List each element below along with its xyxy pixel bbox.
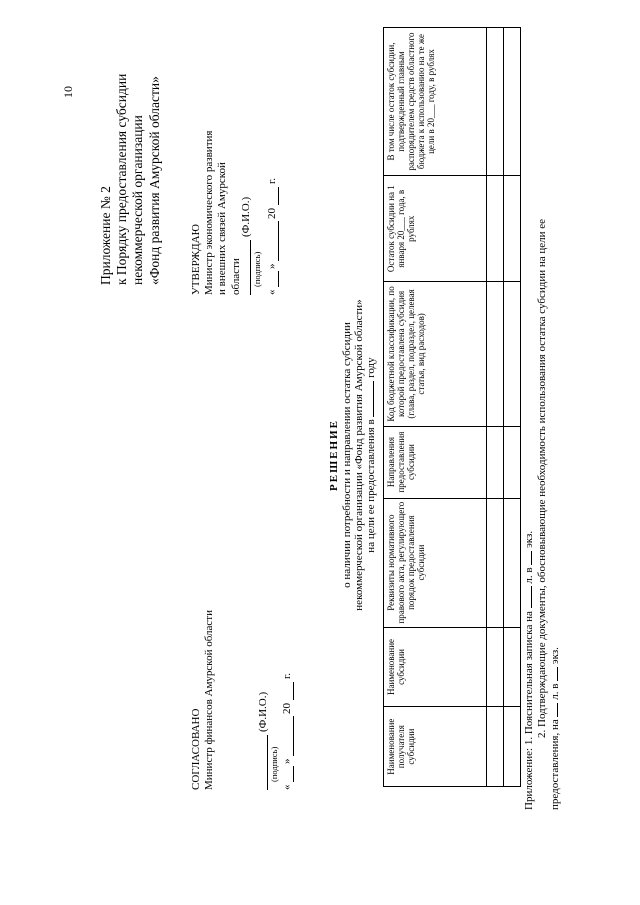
copies-field[interactable]	[557, 667, 558, 681]
table-header-row	[384, 28, 487, 787]
pages-field[interactable]	[557, 703, 558, 717]
signature-line[interactable]	[255, 735, 268, 790]
column-header-subsidy-name: Наименование субсидии	[384, 627, 487, 707]
note-line-2: 2. Подтверждающие документы, обосновывающие необходимость использования остатка субсидии на цели ее	[536, 218, 549, 738]
decision-title: РЕШЕНИЕ	[328, 419, 340, 491]
note-line-1	[523, 40, 536, 810]
year-suffix: г.	[281, 672, 293, 679]
approval-heading: УТВЕРЖДАЮ	[190, 224, 202, 295]
pages-field[interactable]	[531, 586, 532, 608]
agreement-line: Министр финансов Амурской области	[203, 610, 216, 790]
table-cell[interactable]	[504, 282, 521, 426]
approval-line: и внешних связей Амурской	[216, 162, 229, 295]
note-text: экз.	[523, 530, 535, 548]
table-cell[interactable]	[487, 627, 504, 707]
fio-label: (Ф.И.О.)	[257, 691, 269, 732]
decision-title-block	[328, 235, 377, 675]
appendix-header	[98, 74, 163, 285]
table-cell[interactable]	[487, 176, 504, 282]
date-close-quote: »	[281, 758, 293, 764]
date-year-field[interactable]	[266, 187, 279, 205]
column-header-legal-act: Реквизиты нормативного правового акта, регулирующего порядок предоставления субсидии	[384, 498, 487, 627]
column-header-confirmed-balance: В том числе остаток субсидии, подтвержденный главным распорядителем средств областного бюджета к использованию на те же цели в 20___ году, в рублях	[384, 28, 487, 176]
date-year-field[interactable]	[281, 682, 294, 700]
subsidy-table	[383, 27, 511, 787]
decision-year-field[interactable]	[373, 381, 374, 417]
table-cell[interactable]	[487, 426, 504, 498]
agreement-signature-area	[255, 540, 295, 790]
signature-line[interactable]	[238, 240, 251, 295]
column-header-budget-code: Код бюджетной классификации, по которой предоставлена субсидия (глава, раздел, подраздел, целевая статья, вид расходов)	[384, 282, 487, 426]
table-cell[interactable]	[487, 707, 504, 787]
appendix-line: некоммерческой организации	[130, 115, 146, 285]
decision-year-prefix: на цели ее предоставления в	[365, 419, 377, 553]
decision-subtitle: о наличии потребности и направлении остатка субсидии	[341, 322, 353, 588]
table-cell[interactable]	[504, 707, 521, 787]
table-cell[interactable]	[487, 28, 504, 176]
table-cell[interactable]	[504, 498, 521, 627]
appendix-line: к Порядку предоставления субсидии	[114, 73, 130, 285]
date-open-quote: «	[281, 784, 293, 790]
date-month-field[interactable]	[281, 716, 294, 756]
decision-subtitle-year	[365, 235, 377, 675]
table-cell[interactable]	[504, 28, 521, 176]
column-header-balance: Остаток субсидии на 1 января 20___ года, в рублях	[384, 176, 487, 282]
approval-signature-area	[238, 45, 288, 295]
signature-hint: (подпись)	[269, 746, 279, 782]
approval-line: Министр экономического развития	[203, 130, 216, 295]
table-row	[504, 28, 521, 787]
column-header-directions: Направления предоставления субсидии	[384, 426, 487, 498]
table-cell[interactable]	[487, 498, 504, 627]
date-month-field[interactable]	[266, 221, 279, 261]
table-cell[interactable]	[504, 426, 521, 498]
table-cell[interactable]	[487, 282, 504, 426]
note-text: экз.	[549, 647, 562, 665]
appendix-line: «Фонд развития Амурской области»	[146, 76, 162, 285]
appendix-line: Приложение № 2	[98, 186, 113, 285]
signature-hint: (подпись)	[252, 251, 262, 287]
date-close-quote: »	[266, 263, 278, 269]
approval-line: области	[229, 258, 242, 295]
page-number: 10	[61, 86, 75, 98]
attachments-notes	[523, 40, 563, 810]
note-text: л. в	[549, 683, 562, 700]
year-prefix: 20	[281, 703, 293, 714]
approval-block	[190, 131, 243, 295]
date-day-field[interactable]	[281, 766, 294, 782]
table-row	[487, 28, 504, 787]
column-header-recipient: Наименование получателя субсидии	[384, 707, 487, 787]
note-text: л. в	[523, 567, 535, 584]
date-open-quote: «	[266, 289, 278, 295]
note-text: предоставления, на	[549, 719, 562, 810]
decision-year-suffix: году	[365, 357, 377, 378]
note-text: Приложение: 1. Пояснительная записка на	[523, 611, 535, 810]
agreement-block	[190, 610, 216, 790]
date-day-field[interactable]	[266, 271, 279, 287]
copies-field[interactable]	[531, 551, 532, 565]
note-line-3	[549, 40, 562, 810]
fio-label: (Ф.И.О.)	[240, 196, 252, 237]
table-cell[interactable]	[504, 627, 521, 707]
agreement-heading: СОГЛАСОВАНО	[190, 708, 202, 790]
year-suffix: г.	[266, 177, 278, 184]
table-cell[interactable]	[504, 176, 521, 282]
year-prefix: 20	[266, 208, 278, 219]
decision-subtitle: некоммерческой организации «Фонд развития Амурской области»	[353, 299, 365, 611]
